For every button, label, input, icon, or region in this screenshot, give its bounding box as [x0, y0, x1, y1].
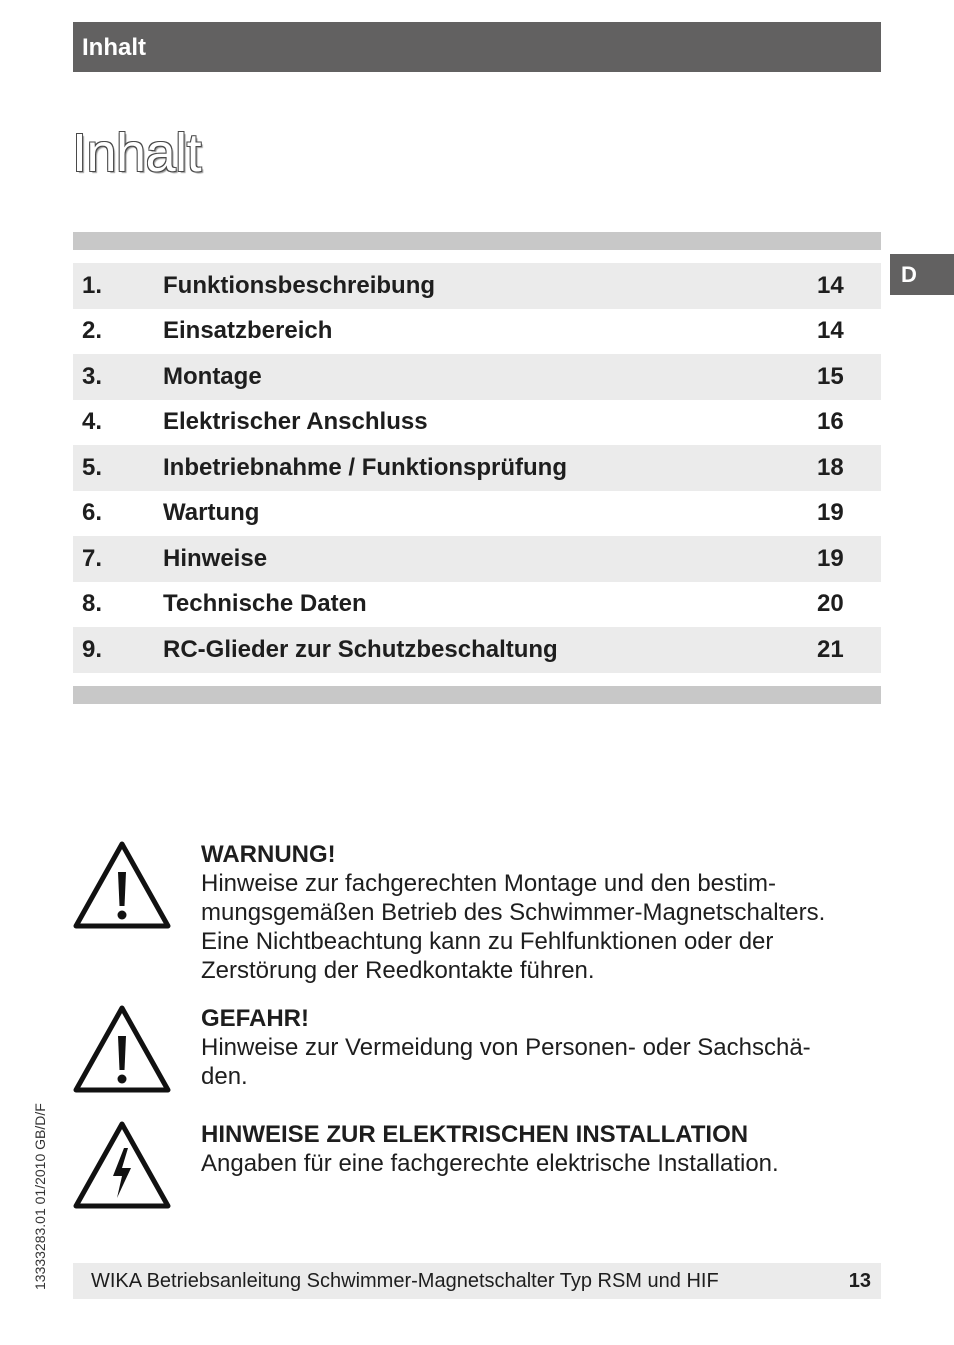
toc-number: 3. [82, 362, 103, 390]
notice-line: Eine Nichtbeachtung kann zu Fehlfunktionen oder der [201, 928, 774, 955]
toc-row [73, 536, 881, 582]
page-title: Inhalt [72, 123, 202, 183]
toc-title: Wartung [163, 499, 260, 527]
toc-number: 4. [82, 408, 103, 436]
toc-page: 14 [817, 271, 844, 299]
toc-title: Hinweise [163, 544, 268, 572]
page-number: 13 [848, 1269, 871, 1292]
toc-title: Inbetriebnahme / Funktionsprüfung [163, 453, 567, 481]
toc-title: Elektrischer Anschluss [163, 408, 428, 436]
notice-line: Zerstörung der Reedkontakte führen. [201, 957, 595, 984]
notice-line: Hinweise zur Vermeidung von Personen- oder Sachschä- [201, 1034, 811, 1061]
toc-row [73, 582, 881, 628]
toc-title: Montage [163, 362, 262, 390]
toc-number: 5. [82, 453, 103, 481]
page-footer [73, 1263, 881, 1299]
toc-page: 14 [817, 317, 844, 345]
section-header [73, 22, 881, 72]
notice-line: Hinweise zur fachgerechten Montage und den bestim- [201, 870, 776, 897]
danger-text [201, 1004, 891, 1091]
toc-row [73, 263, 881, 309]
language-tab-label: D [901, 262, 917, 287]
toc-page: 19 [817, 499, 844, 527]
toc-number: 7. [82, 544, 103, 572]
toc-title: Funktionsbeschreibung [163, 271, 436, 299]
toc-number: 2. [82, 317, 103, 345]
toc-page: 21 [817, 635, 844, 663]
toc-title: Technische Daten [163, 590, 367, 618]
danger-exclamation-icon [73, 1004, 171, 1094]
electrical-text [201, 1120, 891, 1178]
toc-row [73, 491, 881, 537]
toc-row [73, 354, 881, 400]
footer-text: WIKA Betriebsanleitung Schwimmer-Magnetschalter Typ RSM und HIF [91, 1269, 719, 1292]
toc-row [73, 627, 881, 673]
toc-row [73, 309, 881, 355]
notice-line: Angaben für eine fachgerechte elektrische Installation. [201, 1150, 779, 1177]
warning-heading: WARNUNG! [201, 841, 336, 868]
toc-page: 16 [817, 408, 844, 436]
toc-bottom-rule [73, 686, 881, 704]
toc-page: 20 [817, 590, 844, 618]
electrical-hazard-icon [73, 1120, 171, 1210]
warning-exclamation-icon [73, 840, 171, 930]
toc-page: 19 [817, 544, 844, 572]
electrical-heading: HINWEISE ZUR ELEKTRISCHEN INSTALLATION [201, 1121, 749, 1148]
toc-number: 6. [82, 499, 103, 527]
table-of-contents [73, 263, 881, 673]
language-tab [890, 254, 954, 295]
toc-row [73, 400, 881, 446]
toc-title: Einsatzbereich [163, 317, 333, 345]
notice-line: den. [201, 1063, 248, 1090]
toc-title: RC-Glieder zur Schutzbeschaltung [163, 635, 558, 663]
toc-number: 8. [82, 590, 103, 618]
toc-number: 1. [82, 271, 103, 299]
toc-page: 15 [817, 362, 844, 390]
toc-top-rule [73, 232, 881, 250]
toc-row [73, 445, 881, 491]
document-code: 13333283.01 01/2010 GB/D/F [32, 1103, 48, 1290]
section-header-label: Inhalt [82, 34, 146, 61]
toc-number: 9. [82, 635, 103, 663]
danger-heading: GEFAHR! [201, 1005, 309, 1032]
warning-text [201, 840, 891, 985]
toc-page: 18 [817, 453, 844, 481]
notice-line: mungsgemäßen Betrieb des Schwimmer-Magnetschalters. [201, 899, 826, 926]
